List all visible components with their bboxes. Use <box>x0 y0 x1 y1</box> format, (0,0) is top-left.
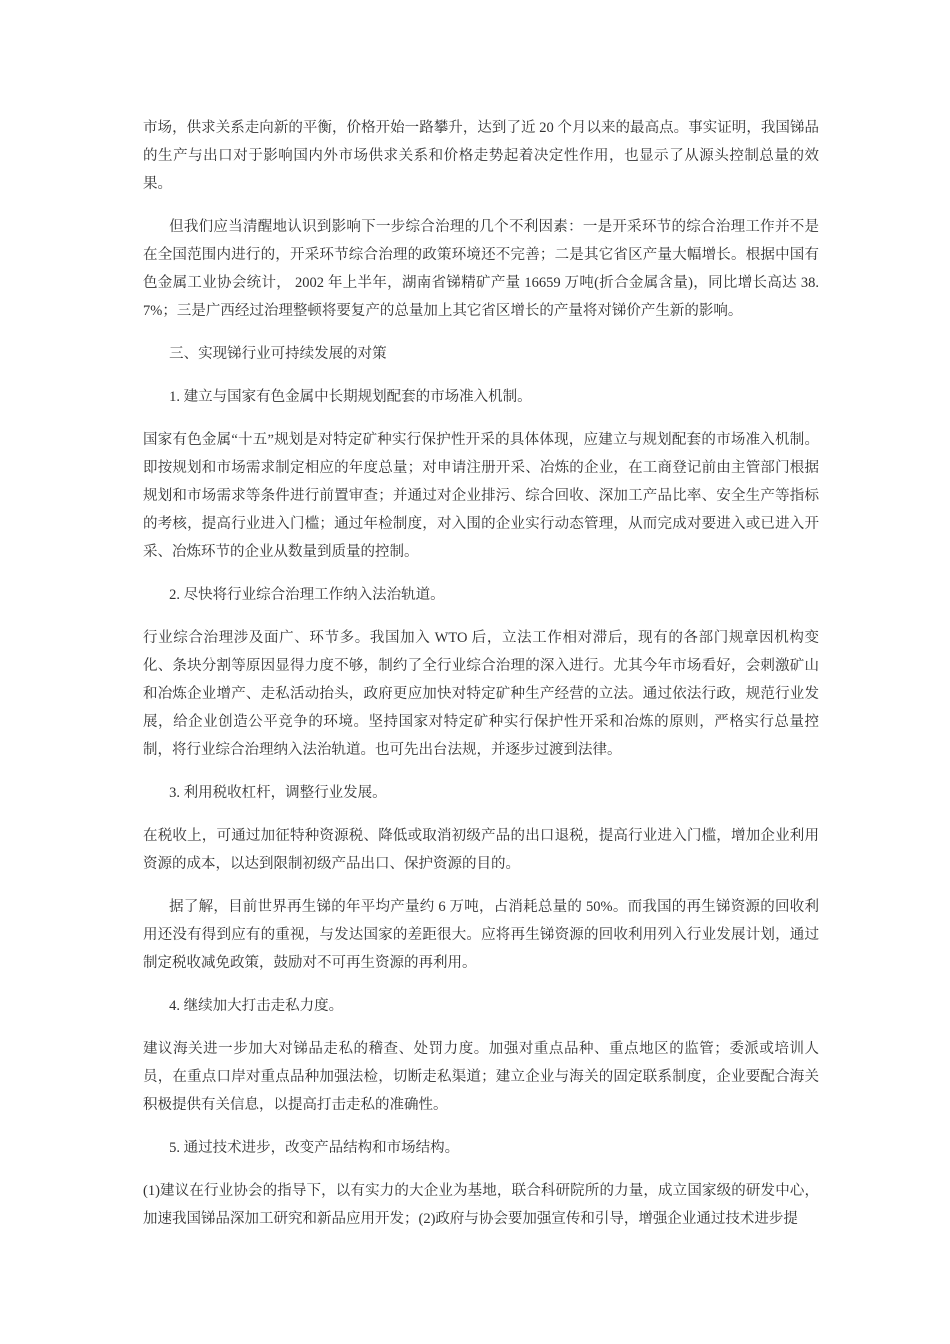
paragraph-adverse-factors: 但我们应当清醒地认识到影响下一步综合治理的几个不利因素：一是开采环节的综合治理工作并不是在全国范围内进行的，开采环节综合治理的政策环境还不完善；二是其它省区产量大幅增长。根据中国有色金属工业协会统计， 2002 年上半年，湖南省锑精矿产量 16659 万吨(折合金属含量)，同比增长高达 38.7%；三是广西经过治理整顿将要复产的总量加上其它省区增长的产量将对锑价产生新的影响。 <box>143 219 819 319</box>
paragraph-market-recovery: 市场，供求关系走向新的平衡，价格开始一路攀升，达到了近 20 个月以来的最高点。事实证明，我国锑品的生产与出口对于影响国内外市场供求关系和价格走势起着决定性作用，也显示了从源头控制总量的效果。 <box>143 120 819 192</box>
list-item-legal-governance: 2. 尽快将行业综合治理工作纳入法治轨道。 <box>169 587 445 603</box>
list-item-tax-lever: 3. 利用税收杠杆，调整行业发展。 <box>169 785 387 801</box>
paragraph-market-access-detail: 国家有色金属“十五”规划是对特定矿种实行保护性开采的具体体现，应建立与规划配套的市场准入机制。即按规划和市场需求制定相应的年度总量；对申请注册开采、冶炼的企业，在工商登记前由主管部门根据规划和市场需求等条件进行前置审查；并通过对企业排污、综合回收、深加工产品比率、安全生产等指标的考核，提高行业进入门槛；通过年检制度，对入围的企业实行动态管理，从而完成对要进入或已进入开采、冶炼环节的企业从数量到质量的控制。 <box>143 432 819 560</box>
paragraph-recycled-antimony: 据了解，目前世界再生锑的年平均产量约 6 万吨，占消耗总量的 50%。而我国的再生锑资源的回收利用还没有得到应有的重视，与发达国家的差距很大。应将再生锑资源的回收利用列入行业发展计划，通过制定税收减免政策，鼓励对不可再生资源的再利用。 <box>143 899 819 971</box>
section-heading-countermeasures: 三、实现锑行业可持续发展的对策 <box>169 346 387 362</box>
list-item-anti-smuggling: 4. 继续加大打击走私力度。 <box>169 998 344 1014</box>
list-item-market-access: 1. 建立与国家有色金属中长期规划配套的市场准入机制。 <box>169 389 532 405</box>
paragraph-anti-smuggling-detail: 建议海关进一步加大对锑品走私的稽查、处罚力度。加强对重点品种、重点地区的监管；委派或培训人员，在重点口岸对重点品种加强法检，切断走私渠道；建立企业与海关的固定联系制度，企业要配合海关积极提供有关信息，以提高打击走私的准确性。 <box>143 1041 819 1113</box>
document-body <box>143 114 819 1233</box>
paragraph-tax-lever-detail: 在税收上，可通过加征特种资源税、降低或取消初级产品的出口退税，提高行业进入门槛，增加企业利用资源的成本，以达到限制初级产品出口、保护资源的目的。 <box>143 828 819 872</box>
paragraph-legal-governance-detail: 行业综合治理涉及面广、环节多。我国加入 WTO 后，立法工作相对滞后，现有的各部门规章因机构变化、条块分割等原因显得力度不够，制约了全行业综合治理的深入进行。尤其今年市场看好，会刺激矿山和冶炼企业增产、走私活动抬头，政府更应加快对特定矿种生产经营的立法。通过依法行政，规范行业发展，给企业创造公平竞争的环境。坚持国家对特定矿种实行保护性开采和冶炼的原则，严格实行总量控制，将行业综合治理纳入法治轨道。也可先出台法规，并逐步过渡到法律。 <box>143 630 819 758</box>
paragraph-tech-progress-detail: (1)建议在行业协会的指导下，以有实力的大企业为基地，联合科研院所的力量，成立国家级的研发中心，加速我国锑品深加工研究和新品应用开发；(2)政府与协会要加强宣传和引导，增强企业通过技术进步提 <box>143 1183 819 1227</box>
list-item-tech-progress: 5. 通过技术进步，改变产品结构和市场结构。 <box>169 1140 460 1156</box>
